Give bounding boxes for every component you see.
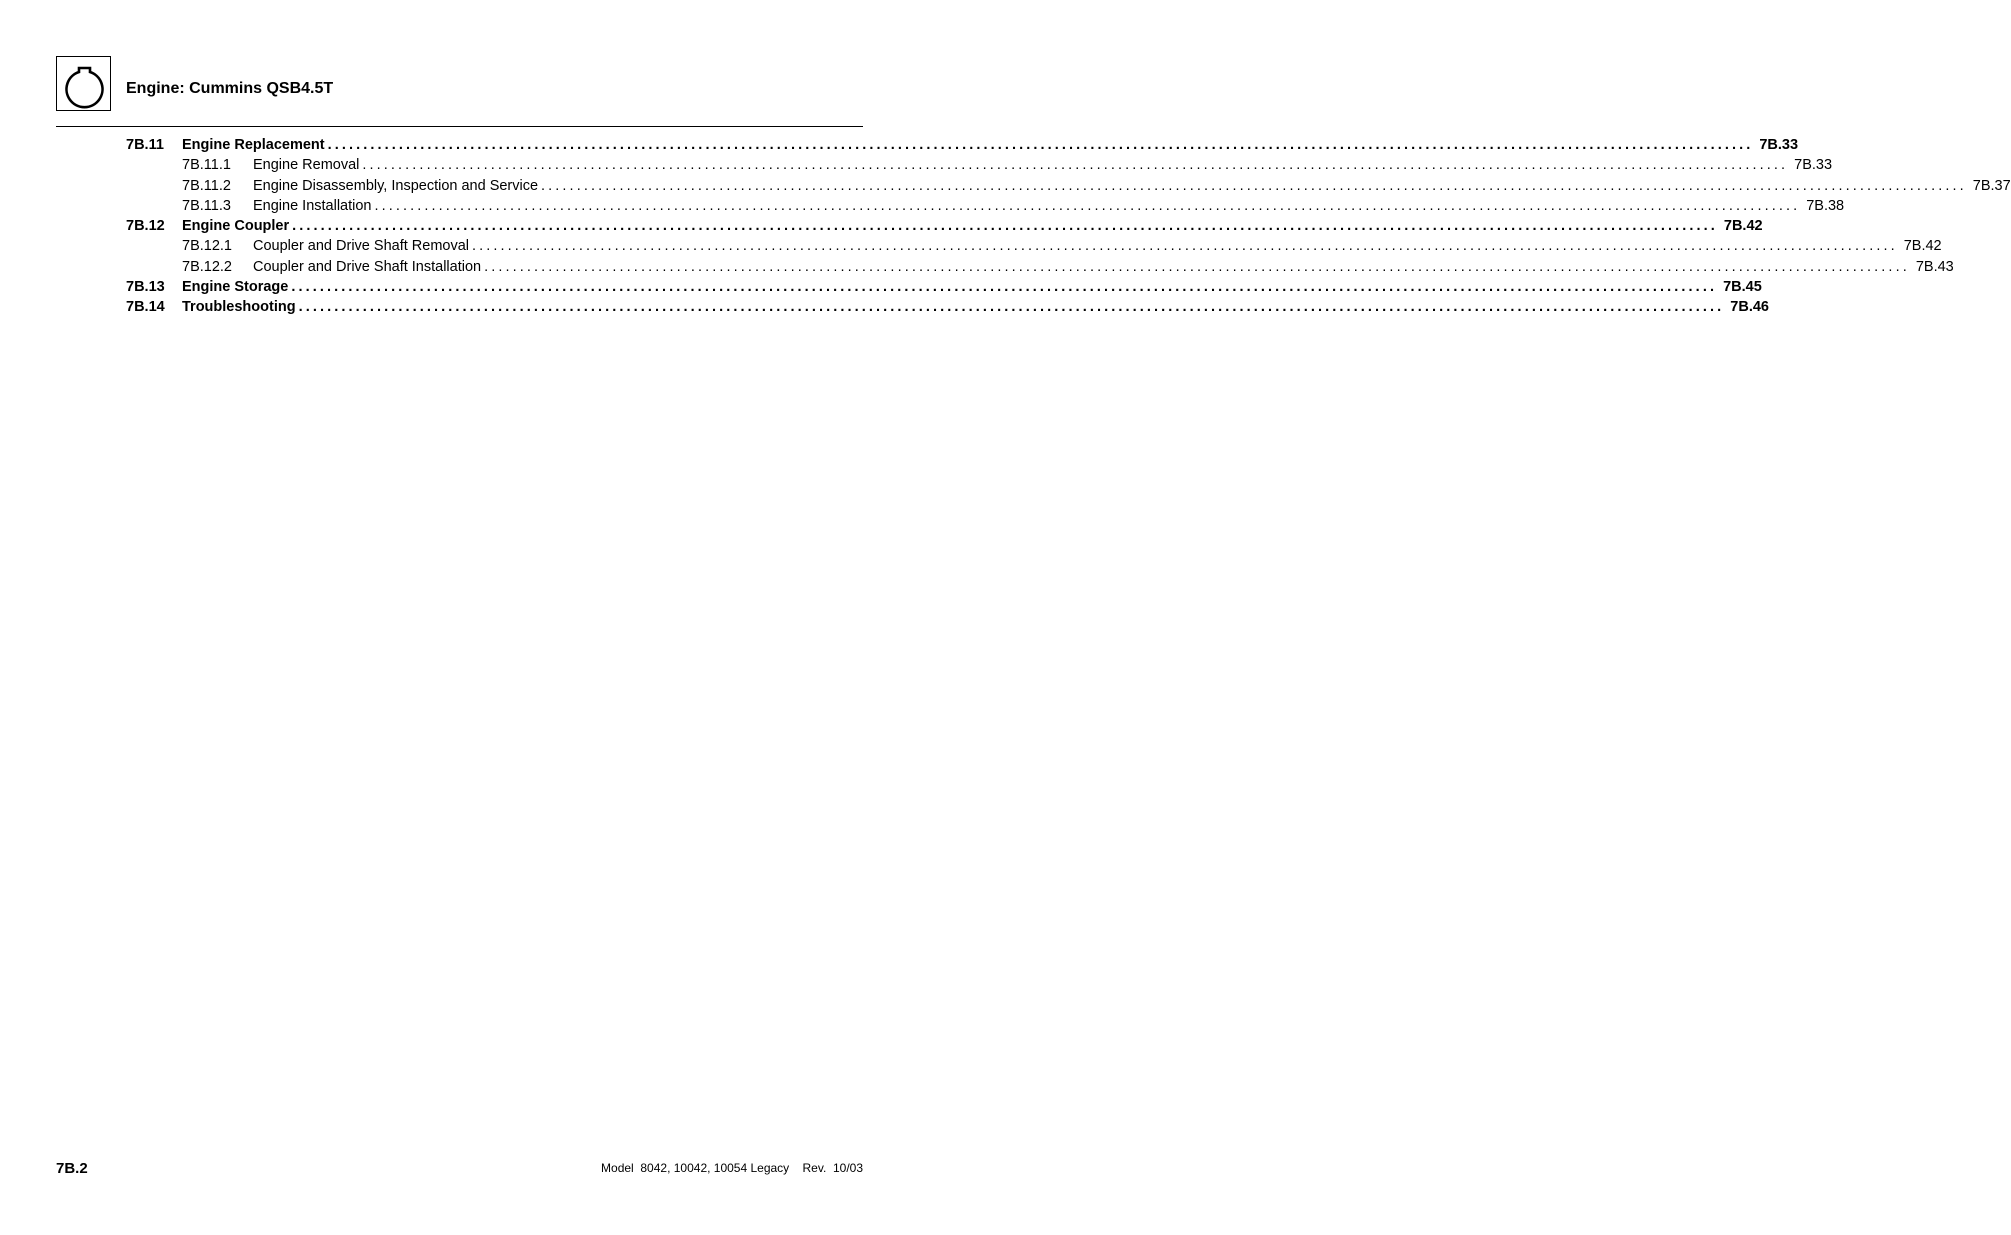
toc-entry[interactable]: [126, 155, 1833, 175]
toc-section-title: Troubleshooting: [182, 299, 296, 316]
toc-dot-leader: ........................................................................................................................................................................................................: [291, 279, 1718, 296]
header-divider: [56, 126, 863, 127]
toc-section-title: Engine Installation: [253, 197, 372, 214]
toc-entry[interactable]: [126, 176, 2011, 196]
page-title: Engine: Cummins QSB4.5T: [126, 80, 334, 97]
toc-page-number: 7B.45: [1723, 279, 1762, 296]
toc-entry[interactable]: [126, 257, 1954, 277]
toc-dot-leader: ........................................................................................................................................................................................................: [292, 218, 1718, 235]
toc-section-title: Engine Coupler: [182, 218, 290, 235]
toc-page-number: 7B.33: [1794, 157, 1833, 174]
toc-dot-leader: ........................................................................................................................................................................................................: [541, 177, 1967, 194]
table-of-contents: [126, 135, 2011, 318]
toc-section-title: Coupler and Drive Shaft Removal: [253, 238, 469, 255]
toc-section-number: 7B.11.1: [182, 157, 231, 174]
toc-section-number: 7B.12: [126, 218, 165, 235]
toc-section-number: 7B.13: [126, 279, 165, 296]
toc-page-number: 7B.42: [1903, 238, 1942, 255]
toc-page-number: 7B.38: [1806, 197, 1845, 214]
toc-section-title: Engine Replacement: [182, 137, 325, 153]
toc-section-number: 7B.11.2: [182, 177, 231, 194]
toc-entry[interactable]: [126, 297, 1769, 317]
toc-entry[interactable]: [126, 277, 1762, 297]
toc-section-number: 7B.11.3: [182, 197, 231, 214]
toc-section-title: Engine Disassembly, Inspection and Service: [253, 177, 539, 194]
toc-section-number: 7B.11: [126, 137, 164, 153]
toc-section-number: 7B.12.1: [182, 238, 232, 255]
toc-dot-leader: ........................................................................................................................................................................................................: [298, 299, 1725, 316]
engine-icon: [56, 56, 111, 111]
toc-dot-leader: ........................................................................................................................................................................................................: [484, 258, 1910, 275]
toc-entry[interactable]: [126, 216, 1763, 236]
toc-dot-leader: ........................................................................................................................................................................................................: [472, 238, 1898, 255]
toc-section-number: 7B.14: [126, 299, 165, 316]
toc-section-title: Engine Removal: [253, 157, 360, 174]
footer-model-revision: Model 8042, 10042, 10054 Legacy Rev. 10/03: [601, 1161, 863, 1175]
toc-page-number: 7B.33: [1759, 137, 1799, 153]
toc-entry[interactable]: [126, 236, 1942, 256]
toc-page-number: 7B.37: [1972, 177, 2011, 194]
toc-entry[interactable]: [126, 196, 1845, 216]
toc-entry[interactable]: [126, 135, 1799, 155]
toc-section-title: Coupler and Drive Shaft Installation: [253, 258, 482, 275]
toc-page-number: 7B.42: [1723, 218, 1763, 235]
toc-section-number: 7B.12.2: [182, 258, 232, 275]
toc-dot-leader: ........................................................................................................................................................................................................: [374, 197, 1801, 214]
footer-page-number: 7B.2: [56, 1160, 88, 1177]
toc-dot-leader: ........................................................................................................................................................................................................: [362, 157, 1789, 174]
toc-dot-leader: ........................................................................................................................................................................................................: [327, 137, 1754, 153]
toc-section-title: Engine Storage: [182, 279, 289, 296]
toc-page-number: 7B.43: [1915, 258, 1954, 275]
toc-page-number: 7B.46: [1730, 299, 1769, 316]
